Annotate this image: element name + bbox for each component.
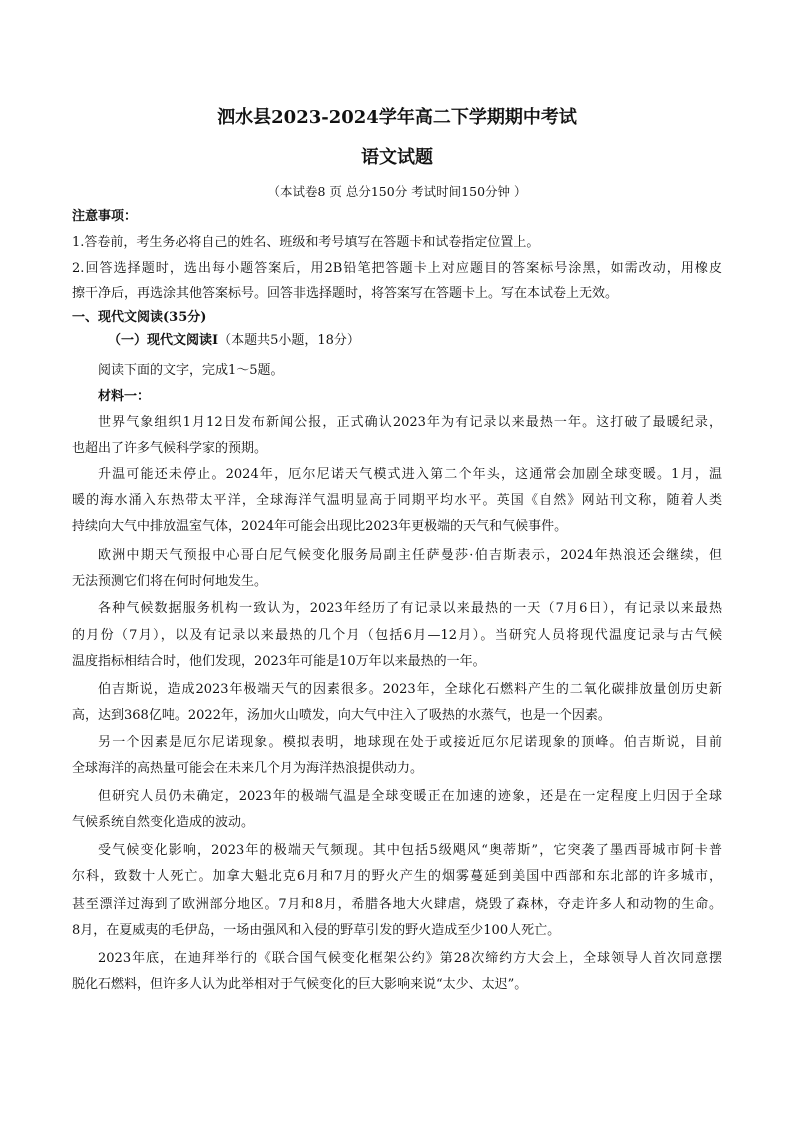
notice-item-2-cont: 擦干净后，再选涂其他答案标号。回答非选择题时，将答案写在答题卡上。写在本试卷上无效。 bbox=[72, 286, 619, 301]
notice-item-1: 1.答卷前，考生务必将自己的姓名、班级和考号填写在答题卡和试卷指定位置上。 bbox=[72, 235, 540, 250]
notice-heading: 注意事项： bbox=[72, 209, 138, 224]
body-line: 无法预测它们将在何时何地发生。 bbox=[72, 574, 268, 589]
subsection-note: （本题共5小题，18分） bbox=[218, 333, 360, 348]
subsection-label: （一）现代文阅读Ⅰ bbox=[108, 333, 219, 348]
body-line: 也超出了许多气候科学家的预期。 bbox=[72, 441, 268, 456]
body-line: 气候系统自然变化造成的波动。 bbox=[72, 815, 255, 830]
body-line: 2023年底，在迪拜举行的《联合国气候变化框架公约》第28次缔约方大会上，全球领导人首次同意摆 bbox=[98, 951, 722, 966]
material-label: 材料一： bbox=[98, 389, 151, 404]
subject-title: 语文试题 bbox=[361, 147, 433, 168]
body-line: 世界气象组织1月12日发布新闻公报，正式确认2023年为有记录以来最热一年。这打破了最暖纪录， bbox=[98, 415, 722, 430]
body-line: 受气候变化影响，2023年的极端天气频现。其中包括5级飓风“奥蒂斯”，它突袭了墨西哥城市阿卡普 bbox=[98, 843, 722, 858]
subsection-heading bbox=[108, 332, 732, 350]
notice-item-2: 2.回答选择题时，选出每小题答案后，用2B铅笔把答题卡上对应题目的答案标号涂黑，如需改动，用橡皮 bbox=[72, 261, 722, 276]
exam-title: 泗水县2023-2024学年高二下学期期中考试 bbox=[217, 107, 577, 128]
body-line: 各种气候数据服务机构一致认为，2023年经历了有记录以来最热的一天（7月6日），有记录以来最热 bbox=[98, 601, 722, 616]
body-line: 高，达到368亿吨。2022年，汤加火山喷发，向大气中注入了吸热的水蒸气，也是一个因素。 bbox=[72, 708, 611, 723]
body-line: 另一个因素是厄尔尼诺现象。模拟表明，地球现在处于或接近厄尔尼诺现象的顶峰。伯吉斯说，目前 bbox=[98, 735, 722, 750]
section-heading: 一、现代文阅读(35分) bbox=[72, 310, 207, 325]
body-line: 升温可能还未停止。2024年，厄尔尼诺天气模式进入第二个年头，这通常会加剧全球变暖。1月，温 bbox=[98, 467, 722, 482]
body-line: 温度指标相结合时，他们发现，2023年可能是10万年以来最热的一年。 bbox=[72, 654, 486, 669]
body-line: 持续向大气中排放温室气体，2024年可能会出现比2023年更极端的天气和气候事件。 bbox=[72, 519, 568, 534]
body-line: 尔科，致数十人死亡。加拿大魁北克6月和7月的野火产生的烟雾蔓延到美国中西部和东北部的许多城市， bbox=[72, 869, 722, 884]
body-line: 8月，在夏威夷的毛伊岛，一场由强风和入侵的野草引发的野火造成至少100人死亡。 bbox=[72, 923, 561, 938]
body-line: 但研究人员仍未确定，2023年的极端气温是全球变暖正在加速的迹象，还是在一定程度上归因于全球 bbox=[98, 789, 722, 804]
body-line: 脱化石燃料，但许多人认为此举相对于气候变化的巨大影响来说“太少、太迟”。 bbox=[72, 977, 528, 992]
body-line: 甚至漂洋过海到了欧洲部分地区。7月和8月，希腊各地大火肆虐，烧毁了森林，夺走许多人和动物的生命。 bbox=[72, 897, 722, 912]
reading-instruction: 阅读下面的文字，完成1～5题。 bbox=[98, 363, 284, 378]
body-line: 的月份（7月），以及有记录以来最热的几个月（包括6月—12月）。当研究人员将现代温度记录与古气候 bbox=[72, 628, 722, 643]
body-line: 伯吉斯说，造成2023年极端天气的因素很多。2023年，全球化石燃料产生的二氧化碳排放量创历史新 bbox=[98, 682, 722, 697]
exam-meta: （本试卷8 页 总分150分 考试时间150分钟 ） bbox=[267, 184, 527, 199]
body-line: 全球海洋的高热量可能会在未来几个月为海洋热浪提供动力。 bbox=[72, 761, 424, 776]
body-line: 欧洲中期天气预报中心哥白尼气候变化服务局副主任萨曼莎·伯吉斯表示，2024年热浪还会继续，但 bbox=[98, 548, 722, 563]
body-line: 暖的海水涌入东热带太平洋，全球海洋气温明显高于同期平均水平。英国《自然》网站刊文称，随着人类 bbox=[72, 493, 722, 508]
